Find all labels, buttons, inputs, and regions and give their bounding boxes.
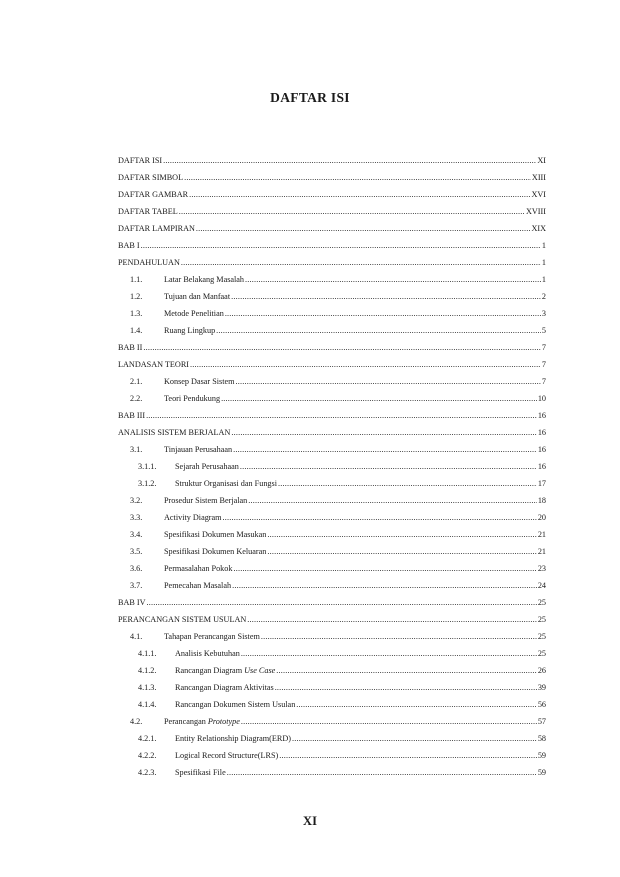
dot-leader bbox=[163, 152, 536, 169]
toc-entry-page: XI bbox=[537, 156, 546, 165]
page-title: DAFTAR ISI bbox=[270, 90, 350, 105]
toc-entry-title: PENDAHULUAN bbox=[118, 258, 180, 267]
toc-entry-page: 25 bbox=[537, 649, 546, 658]
toc-entry-title: PERANCANGAN SISTEM USULAN bbox=[118, 615, 247, 624]
toc-entry bbox=[118, 407, 546, 424]
dot-leader bbox=[233, 560, 536, 577]
toc-entry bbox=[118, 730, 546, 747]
toc-entry-number: 3.2. bbox=[130, 496, 143, 505]
toc-entry bbox=[118, 424, 546, 441]
dot-leader bbox=[279, 747, 537, 764]
dot-leader bbox=[181, 254, 541, 271]
dot-leader bbox=[267, 526, 536, 543]
toc-entry-number: 1.1. bbox=[130, 275, 143, 284]
toc-entry-title: Activity Diagram bbox=[164, 513, 222, 522]
toc-entry-number: 4.1.4. bbox=[138, 700, 157, 709]
dot-leader bbox=[189, 186, 530, 203]
toc-entry-title: Tinjauan Perusahaan bbox=[164, 445, 233, 454]
toc-entry-page: 18 bbox=[537, 496, 546, 505]
dot-leader bbox=[231, 288, 541, 305]
toc-entry-page: 56 bbox=[537, 700, 546, 709]
toc-entry-page: 17 bbox=[537, 479, 546, 488]
toc-entry-page: 16 bbox=[537, 445, 546, 454]
dot-leader bbox=[231, 424, 536, 441]
dot-leader bbox=[216, 322, 541, 339]
toc-entry-number: 1.4. bbox=[130, 326, 143, 335]
dot-leader bbox=[275, 679, 537, 696]
dot-leader bbox=[221, 390, 537, 407]
toc-entry-page: 25 bbox=[537, 615, 546, 624]
toc-entry-title: Rancangan Diagram Use Case bbox=[175, 666, 276, 675]
toc-entry-page: 16 bbox=[537, 428, 546, 437]
toc-entry-title: Prosedur Sistem Berjalan bbox=[164, 496, 248, 505]
toc-entry-number: 4.1.3. bbox=[138, 683, 157, 692]
toc-entry bbox=[118, 356, 546, 373]
toc-entry-title: Spesifikasi Dokumen Masukan bbox=[164, 530, 267, 539]
toc-entry-number: 4.2.3. bbox=[138, 768, 157, 777]
toc-entry-page: 7 bbox=[541, 343, 546, 352]
toc-entry-title: BAB I bbox=[118, 241, 140, 250]
toc-entry bbox=[118, 186, 546, 203]
toc-entry-page: 23 bbox=[537, 564, 546, 573]
toc-entry-title: Spesifikasi Dokumen Keluaran bbox=[164, 547, 267, 556]
dot-leader bbox=[146, 407, 537, 424]
toc-entry bbox=[118, 390, 546, 407]
dot-leader bbox=[241, 645, 537, 662]
toc-entry-title: DAFTAR GAMBAR bbox=[118, 190, 189, 199]
toc-entry-title: Ruang Lingkup bbox=[164, 326, 216, 335]
toc-entry-page: 2 bbox=[541, 292, 546, 301]
toc-entry-title: Tahapan Perancangan Sistem bbox=[164, 632, 260, 641]
toc-entry-number: 3.1.2. bbox=[138, 479, 157, 488]
toc-entry-number: 4.1.1. bbox=[138, 649, 157, 658]
dot-leader bbox=[261, 628, 537, 645]
toc-entry bbox=[118, 628, 546, 645]
toc-entry-page: XVIII bbox=[525, 207, 546, 216]
toc-entry-page: XVI bbox=[531, 190, 546, 199]
dot-leader bbox=[225, 305, 541, 322]
dot-leader bbox=[227, 764, 537, 781]
toc-entry-number: 3.5. bbox=[130, 547, 143, 556]
toc-entry-title: Analisis Kebutuhan bbox=[175, 649, 240, 658]
toc-entry bbox=[118, 594, 546, 611]
toc-entry bbox=[118, 203, 546, 220]
toc-entry-title: Metode Penelitian bbox=[164, 309, 224, 318]
dot-leader bbox=[278, 475, 537, 492]
toc-entry bbox=[118, 662, 546, 679]
toc-entry-page: 58 bbox=[537, 734, 546, 743]
toc-entry-title: DAFTAR SIMBOL bbox=[118, 173, 184, 182]
toc-entry bbox=[118, 322, 546, 339]
toc-entry-title: Spesifikasi File bbox=[175, 768, 226, 777]
toc-entry bbox=[118, 611, 546, 628]
toc-entry bbox=[118, 254, 546, 271]
toc-entry-number: 3.1. bbox=[130, 445, 143, 454]
dot-leader bbox=[184, 169, 531, 186]
dot-leader bbox=[236, 373, 541, 390]
toc-entry-number: 4.2. bbox=[130, 717, 143, 726]
toc-entry-page: 16 bbox=[537, 462, 546, 471]
toc-entry-title: DAFTAR TABEL bbox=[118, 207, 178, 216]
toc-entry bbox=[118, 339, 546, 356]
toc-entry-page: 16 bbox=[537, 411, 546, 420]
toc-entry bbox=[118, 152, 546, 169]
toc-entry bbox=[118, 220, 546, 237]
toc-entry-page: 10 bbox=[537, 394, 546, 403]
dot-leader bbox=[233, 441, 537, 458]
toc-entry-title: ANALISIS SISTEM BERJALAN bbox=[118, 428, 231, 437]
toc-entry-title: Permasalahan Pokok bbox=[164, 564, 233, 573]
toc-entry bbox=[118, 237, 546, 254]
toc-entry-title: Struktur Organisasi dan Fungsi bbox=[175, 479, 277, 488]
toc-entry-page: 1 bbox=[541, 258, 546, 267]
toc-entry bbox=[118, 373, 546, 390]
toc-entry-page: 5 bbox=[541, 326, 546, 335]
toc-entry-title: Entity Relationship Diagram(ERD) bbox=[175, 734, 291, 743]
toc-entry bbox=[118, 560, 546, 577]
table-of-contents bbox=[118, 152, 546, 781]
toc-entry-page: 21 bbox=[537, 547, 546, 556]
toc-entry-title: Logical Record Structure(LRS) bbox=[175, 751, 279, 760]
toc-entry-page: 25 bbox=[537, 632, 546, 641]
dot-leader bbox=[190, 356, 541, 373]
dot-leader bbox=[147, 594, 537, 611]
toc-entry-title: Tujuan dan Manfaat bbox=[164, 292, 231, 301]
toc-entry-page: 24 bbox=[537, 581, 546, 590]
toc-entry-number: 4.1.2. bbox=[138, 666, 157, 675]
dot-leader bbox=[296, 696, 537, 713]
dot-leader bbox=[223, 509, 537, 526]
toc-entry-number: 2.2. bbox=[130, 394, 143, 403]
toc-entry bbox=[118, 543, 546, 560]
toc-entry-number: 3.3. bbox=[130, 513, 143, 522]
toc-entry-page: 26 bbox=[537, 666, 546, 675]
dot-leader bbox=[247, 611, 537, 628]
toc-entry bbox=[118, 679, 546, 696]
toc-entry bbox=[118, 696, 546, 713]
dot-leader bbox=[179, 203, 525, 220]
toc-entry-page: XIX bbox=[531, 224, 546, 233]
toc-entry bbox=[118, 645, 546, 662]
toc-entry bbox=[118, 713, 546, 730]
toc-entry-page: 20 bbox=[537, 513, 546, 522]
toc-entry-title: Pemecahan Masalah bbox=[164, 581, 232, 590]
toc-entry-page: 59 bbox=[537, 768, 546, 777]
dot-leader bbox=[143, 339, 541, 356]
toc-entry bbox=[118, 288, 546, 305]
toc-entry-number: 3.4. bbox=[130, 530, 143, 539]
dot-leader bbox=[196, 220, 531, 237]
toc-entry-title: Perancangan Prototype bbox=[164, 717, 240, 726]
toc-entry-title: Konsep Dasar Sistem bbox=[164, 377, 235, 386]
toc-entry bbox=[118, 509, 546, 526]
toc-entry-page: 1 bbox=[541, 275, 546, 284]
toc-entry-page: 25 bbox=[537, 598, 546, 607]
toc-entry-page: 21 bbox=[537, 530, 546, 539]
toc-entry-number: 4.1. bbox=[130, 632, 143, 641]
toc-entry-title: Rancangan Dokumen Sistem Usulan bbox=[175, 700, 296, 709]
dot-leader bbox=[232, 577, 537, 594]
toc-entry-title: BAB II bbox=[118, 343, 143, 352]
toc-entry-number: 3.1.1. bbox=[138, 462, 157, 471]
dot-leader bbox=[240, 458, 537, 475]
toc-entry-title: BAB III bbox=[118, 411, 146, 420]
toc-entry-title: LANDASAN TEORI bbox=[118, 360, 190, 369]
toc-entry-page: XIII bbox=[531, 173, 546, 182]
toc-entry bbox=[118, 492, 546, 509]
toc-entry bbox=[118, 271, 546, 288]
toc-entry bbox=[118, 475, 546, 492]
toc-entry-title: Sejarah Perusahaan bbox=[175, 462, 239, 471]
toc-entry-title: DAFTAR ISI bbox=[118, 156, 163, 165]
dot-leader bbox=[241, 713, 537, 730]
toc-entry-number: 4.2.2. bbox=[138, 751, 157, 760]
toc-entry-title: Latar Belakang Masalah bbox=[164, 275, 245, 284]
toc-entry-page: 7 bbox=[541, 360, 546, 369]
dot-leader bbox=[267, 543, 536, 560]
dot-leader bbox=[248, 492, 537, 509]
toc-entry bbox=[118, 458, 546, 475]
toc-entry-number: 3.7. bbox=[130, 581, 143, 590]
toc-entry-title: BAB IV bbox=[118, 598, 146, 607]
toc-entry-number: 4.2.1. bbox=[138, 734, 157, 743]
toc-entry-number: 3.6. bbox=[130, 564, 143, 573]
toc-entry-page: 59 bbox=[537, 751, 546, 760]
toc-entry bbox=[118, 577, 546, 594]
toc-entry-title: Teori Pendukung bbox=[164, 394, 221, 403]
toc-entry-page: 3 bbox=[541, 309, 546, 318]
toc-entry-number: 1.2. bbox=[130, 292, 143, 301]
toc-entry-title: Rancangan Diagram Aktivitas bbox=[175, 683, 274, 692]
toc-entry-page: 1 bbox=[541, 241, 546, 250]
toc-entry bbox=[118, 747, 546, 764]
toc-entry bbox=[118, 441, 546, 458]
toc-entry bbox=[118, 169, 546, 186]
toc-entry-page: 39 bbox=[537, 683, 546, 692]
toc-entry-number: 2.1. bbox=[130, 377, 143, 386]
dot-leader bbox=[276, 662, 537, 679]
toc-entry bbox=[118, 305, 546, 322]
page-number: XI bbox=[303, 814, 317, 828]
toc-entry bbox=[118, 764, 546, 781]
toc-entry-number: 1.3. bbox=[130, 309, 143, 318]
toc-entry-page: 7 bbox=[541, 377, 546, 386]
toc-entry-title: DAFTAR LAMPIRAN bbox=[118, 224, 195, 233]
toc-entry-page: 57 bbox=[537, 717, 546, 726]
dot-leader bbox=[141, 237, 541, 254]
toc-entry bbox=[118, 526, 546, 543]
dot-leader bbox=[292, 730, 537, 747]
dot-leader bbox=[245, 271, 541, 288]
